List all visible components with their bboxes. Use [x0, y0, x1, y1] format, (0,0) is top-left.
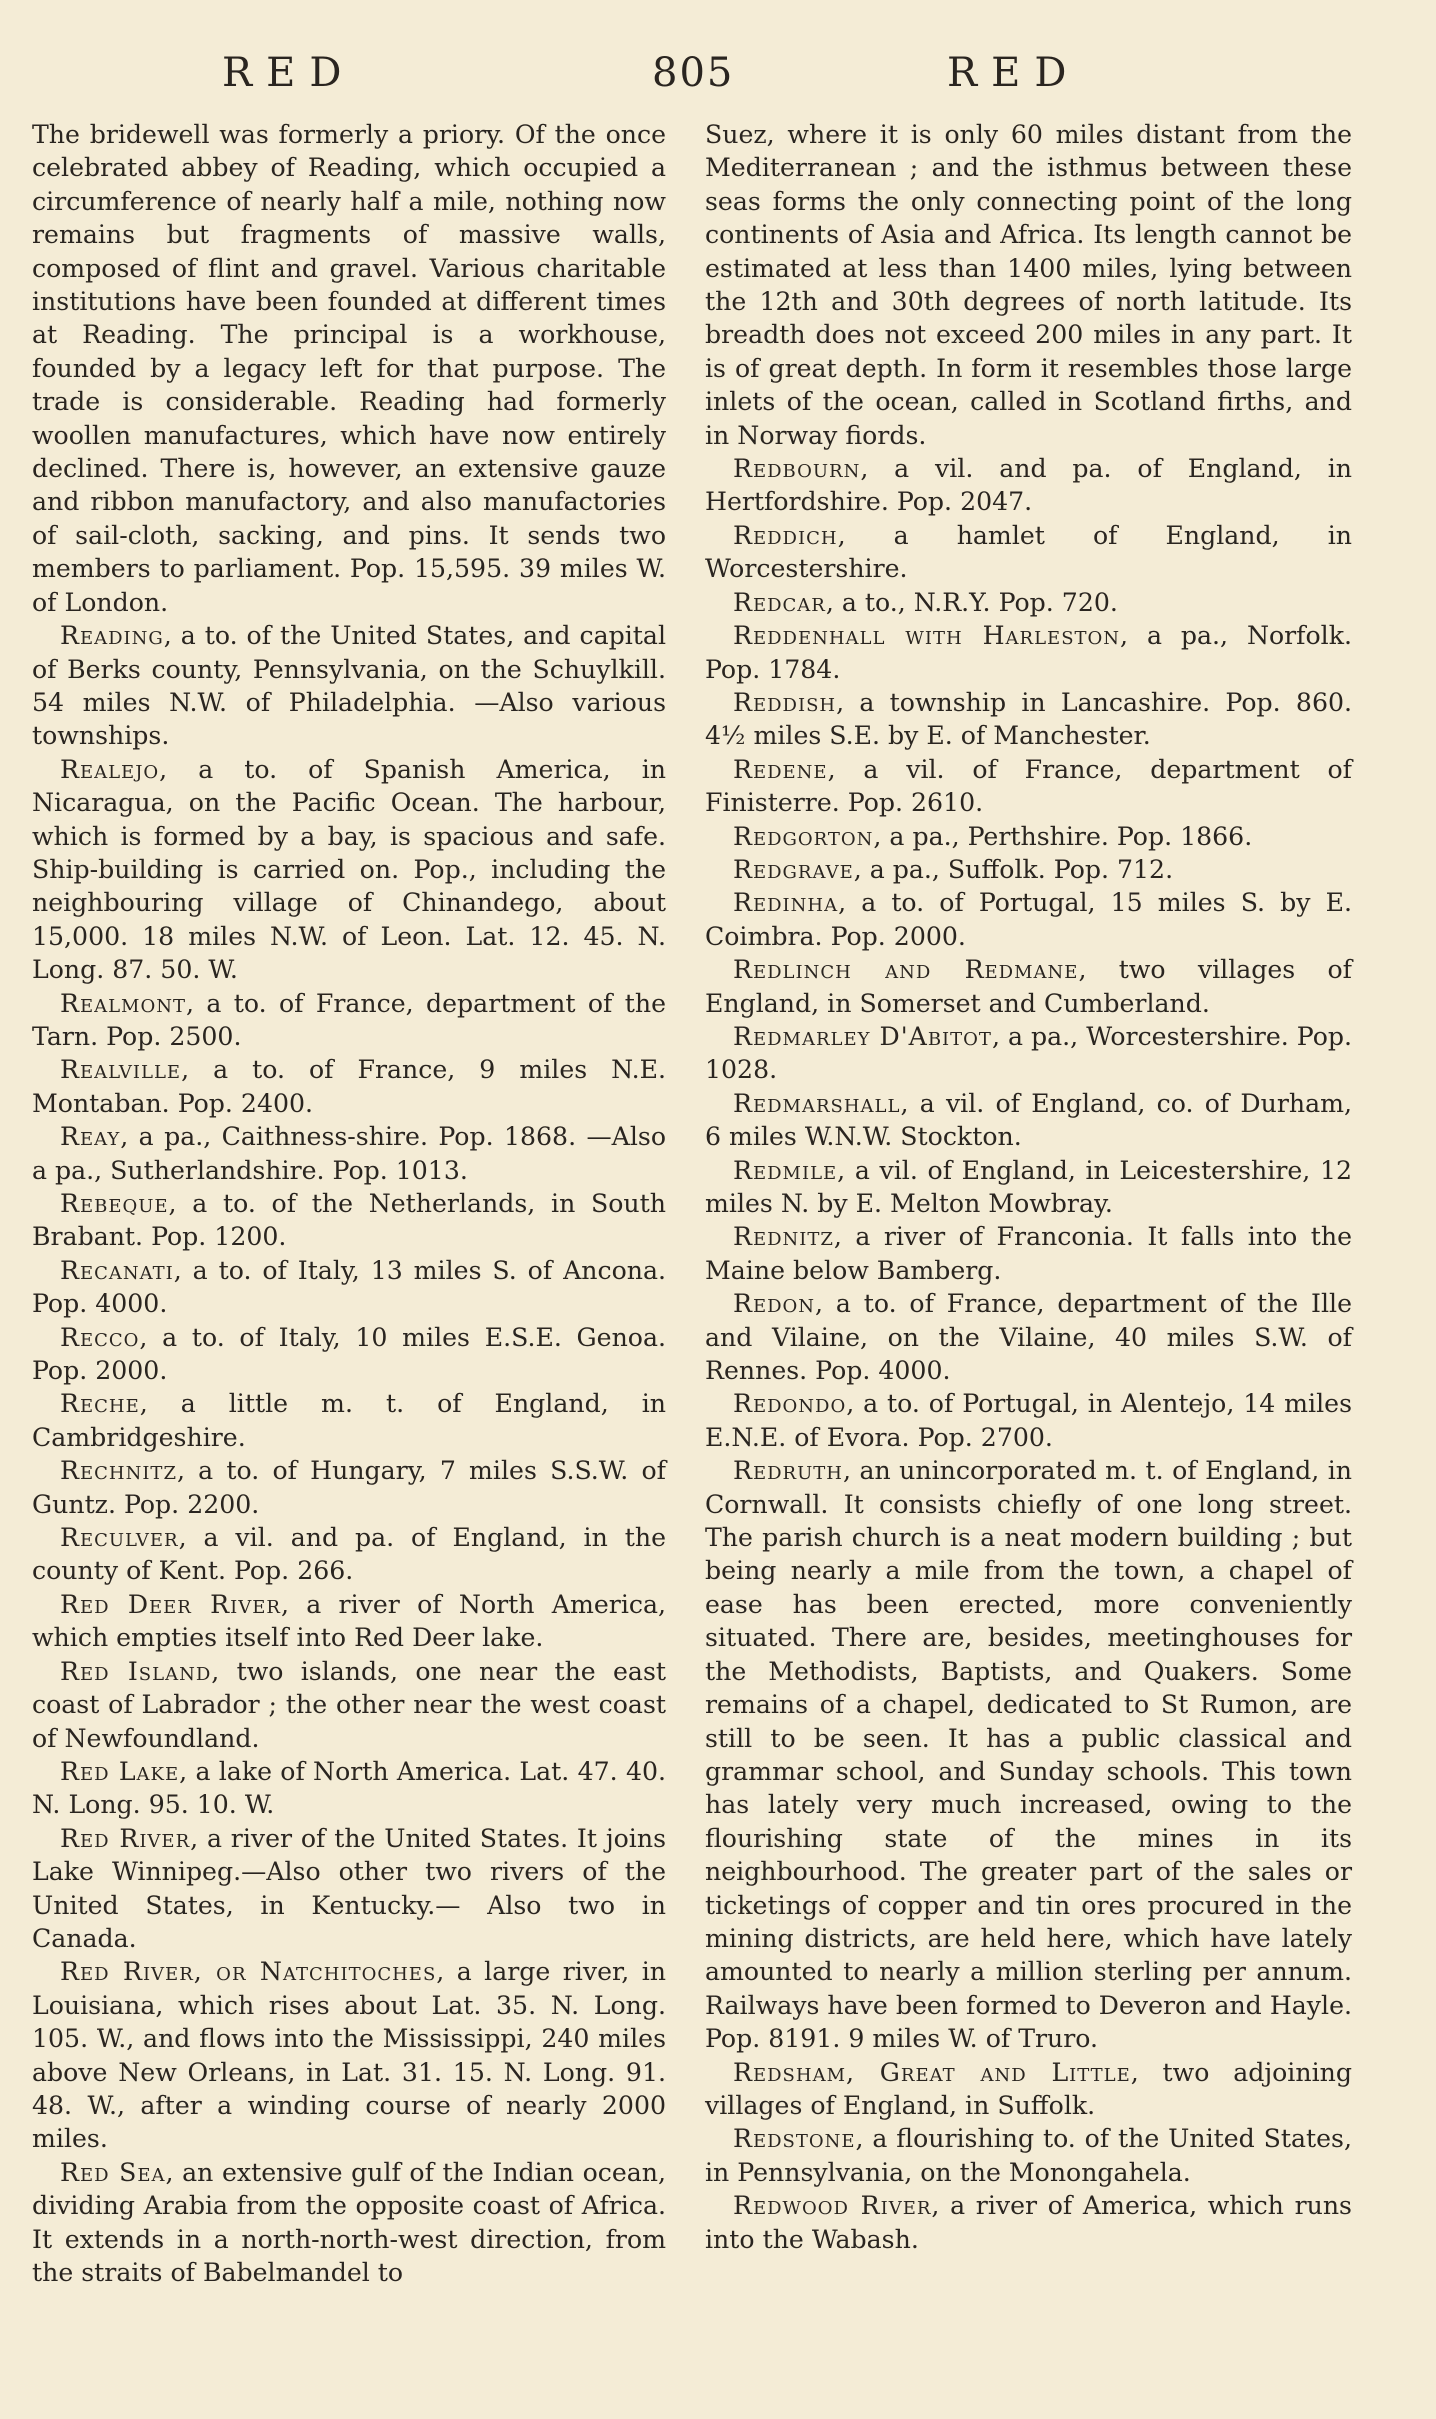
- entry-headword: Redcar: [733, 587, 826, 617]
- entry-headword: Redsham, Great and Little: [733, 2057, 1131, 2087]
- entry-text: , a township in Lancashire. Pop. 860. 4½ miles S.E. by E. of Manchester.: [705, 687, 1352, 751]
- gazetteer-entry: [32, 1120, 666, 1187]
- running-head-right: RED: [947, 50, 1081, 96]
- entry-text: , a lake of North America. Lat. 47. 40. N. Long. 95. 10. W.: [32, 1756, 666, 1820]
- entry-headword: Redwood River: [733, 2191, 932, 2221]
- gazetteer-entry: [705, 452, 1352, 519]
- entry-text: , a hamlet of England, in Worcestershire.: [705, 520, 1352, 584]
- gazetteer-entry: [705, 820, 1352, 853]
- entry-headword: Red Deer River: [60, 1589, 281, 1619]
- gazetteer-entry: [32, 1387, 666, 1454]
- entry-text: , a pa., Suffolk. Pop. 712.: [853, 854, 1174, 884]
- entry-headword: Reche: [60, 1389, 140, 1419]
- gazetteer-entry: [32, 1655, 666, 1755]
- entry-text: , a pa., Perthshire. Pop. 1866.: [873, 821, 1253, 851]
- gazetteer-entry: [705, 1220, 1352, 1287]
- left-column: [32, 118, 666, 2289]
- gazetteer-entry: [705, 2122, 1352, 2189]
- gazetteer-entry: [32, 1254, 666, 1321]
- entry-text: , a to. of the Netherlands, in South Brabant. Pop. 1200.: [32, 1189, 666, 1252]
- gazetteer-entry: [32, 1755, 666, 1822]
- entry-text: , a pa., Caithness-shire. Pop. 1868. —Also a pa., Sutherlandshire. Pop. 1013.: [32, 1122, 666, 1185]
- entry-text: , a vil. and pa. of England, in Hertfordshire. Pop. 2047.: [705, 454, 1352, 517]
- page-number: 805: [652, 50, 735, 96]
- entry-text: , a vil. and pa. of England, in the county of Kent. Pop. 266.: [32, 1523, 666, 1586]
- entry-headword: Redondo: [733, 1389, 847, 1419]
- entry-headword: Reay: [60, 1122, 121, 1152]
- entry-headword: Redene: [733, 754, 828, 784]
- entry-headword: Realejo: [60, 754, 160, 784]
- gazetteer-entry: [32, 1588, 666, 1655]
- gazetteer-entry: [705, 1020, 1352, 1087]
- gazetteer-entry: [32, 1822, 666, 1956]
- entry-headword: Redmarley D'Abitot: [733, 1021, 992, 1051]
- entry-headword: Reddich: [733, 520, 838, 550]
- entry-text: The bridewell was formerly a priory. Of the once celebrated abbey of Reading, which occupied a circumference of nearly half a mile, nothing now remains but fragments of massive walls, composed of flint and gravel. Various charitable institutions have been founded at different times at Reading. The principal is a workhouse, founded by a legacy left for that purpose. The trade is considerable. Reading had formerly woollen manufactures, which have now entirely declined. There is, however, an extensive gauze and ribbon manufactory, and also manufactories of sail-cloth, sacking, and pins. It sends two members to parliament. Pop. 15,595. 39 miles W. of London.: [32, 120, 666, 617]
- entry-headword: Redmarshall: [733, 1088, 901, 1118]
- entry-text: , a to. of Spanish America, in Nicaragua, on the Pacific Ocean. The harbour, which is formed by a bay, is spacious and safe. Ship-building is carried on. Pop., including the neighbouring village of Chinandego, about 15,000. 18 miles N.W. of Leon. Lat. 12. 45. N. Long. 87. 50. W.: [32, 754, 666, 985]
- entry-headword: Realville: [60, 1055, 182, 1085]
- entry-headword: Redbourn: [733, 454, 861, 484]
- entry-headword: Reddish: [733, 687, 837, 717]
- entry-text: , a to. of Hungary, 7 miles S.S.W. of Guntz. Pop. 2200.: [32, 1456, 666, 1519]
- entry-text: , an extensive gulf of the Indian ocean, dividing Arabia from the opposite coast of Africa. It extends in a north-north-west direction, from the straits of Babelmandel to: [32, 2157, 666, 2287]
- gazetteer-entry: [32, 619, 666, 753]
- entry-headword: Reddenhall with Harleston: [733, 621, 1121, 651]
- gazetteer-entry: [705, 853, 1352, 886]
- entry-text: , two villages of England, in Somerset and Cumberland.: [705, 955, 1352, 1018]
- gazetteer-entry: [705, 1454, 1352, 2055]
- gazetteer-entry: [32, 2156, 666, 2290]
- entry-headword: Rebeque: [60, 1189, 169, 1218]
- gazetteer-entry: [705, 1087, 1352, 1154]
- gazetteer-entry: [705, 686, 1352, 753]
- gazetteer-entry: [705, 953, 1352, 1020]
- entry-headword: Red Lake: [60, 1756, 180, 1786]
- entry-text: , a to. of Italy, 13 miles S. of Ancona. Pop. 4000.: [32, 1255, 666, 1319]
- continued-entry: [705, 118, 1352, 452]
- entry-headword: Reculver: [60, 1523, 179, 1553]
- gazetteer-entry: [705, 2189, 1352, 2256]
- gazetteer-entry: [705, 2056, 1352, 2123]
- gazetteer-entry: [32, 1187, 666, 1254]
- entry-text: , a to. of Portugal, 15 miles S. by E. Coimbra. Pop. 2000.: [705, 888, 1352, 951]
- entry-headword: Redgrave: [733, 854, 854, 884]
- entry-text: , a large river, in Louisiana, which rises about Lat. 35. N. Long. 105. W., and flows into the Mississippi, 240 miles above New Orleans, in Lat. 31. 15. N. Long. 91. 48. W., after a winding course of nearly 2000 miles.: [32, 1957, 666, 2154]
- entry-text: , a vil. of France, department of Finisterre. Pop. 2610.: [705, 754, 1352, 818]
- entry-text: , a to. of Portugal, in Alentejo, 14 miles E.N.E. of Evora. Pop. 2700.: [705, 1389, 1352, 1452]
- entry-headword: Redstone: [733, 2124, 856, 2154]
- gazetteer-entry: [32, 753, 666, 987]
- entry-text: , a to., N.R.Y. Pop. 720.: [825, 587, 1118, 617]
- gazetteer-entry: [32, 1053, 666, 1120]
- entry-headword: Rechnitz: [60, 1456, 177, 1486]
- entry-headword: Redlinch and Redmane: [733, 955, 1079, 985]
- entry-text: , a river of America, which runs into the Wabash.: [705, 2191, 1352, 2254]
- running-head: [0, 50, 1436, 110]
- entry-headword: Recanati: [60, 1255, 174, 1285]
- entry-text: , a pa., Worcestershire. Pop. 1028.: [705, 1021, 1352, 1085]
- entry-text: , a vil. of England, in Leicestershire, 12 miles N. by E. Melton Mowbray.: [705, 1155, 1352, 1218]
- entry-text: , two adjoining villages of England, in Suffolk.: [705, 2057, 1352, 2120]
- entry-text: , a flourishing to. of the United States, in Pennsylvania, on the Monongahela.: [705, 2124, 1352, 2187]
- entry-text: , a to. of the United States, and capital of Berks county, Pennsylvania, on the Schuylkill. 54 miles N.W. of Philadelphia. —Also various townships.: [32, 621, 666, 751]
- entry-text: , a to. of Italy, 10 miles E.S.E. Genoa. Pop. 2000.: [32, 1322, 666, 1386]
- gazetteer-entry: [705, 619, 1352, 686]
- gazetteer-entry: [705, 886, 1352, 953]
- entry-headword: Redinha: [733, 888, 839, 918]
- entry-text: Suez, where it is only 60 miles distant from the Mediterranean ; and the isthmus between these seas forms the only connecting point of the long continents of Asia and Africa. Its length cannot be estimated at less than 1400 miles, lying between the 12th and 30th degrees of north latitude. Its breadth does not exceed 200 miles in any part. It is of great depth. In form it resembles those large inlets of the ocean, called in Scotland firths, and in Norway fiords.: [705, 120, 1352, 450]
- entry-headword: Redruth: [733, 1456, 843, 1486]
- entry-text: , a to. of France, department of the Tarn. Pop. 2500.: [32, 988, 666, 1051]
- entry-headword: Redon: [733, 1289, 816, 1319]
- continued-entry: [32, 118, 666, 619]
- gazetteer-entry: [705, 519, 1352, 586]
- entry-headword: Red River: [60, 1823, 191, 1853]
- entry-headword: Recco: [60, 1322, 140, 1352]
- gazetteer-entry: [32, 1454, 666, 1521]
- entry-headword: Rednitz: [733, 1222, 834, 1252]
- gazetteer-entry: [32, 1955, 666, 2155]
- gazetteer-entry: [32, 1521, 666, 1588]
- entry-text: , a pa., Norfolk. Pop. 1784.: [705, 621, 1352, 684]
- entry-headword: Reading: [60, 621, 164, 651]
- entry-text: , a river of the United States. It joins Lake Winnipeg.—Also other two rivers of the United States, in Kentucky.— Also two in Canada.: [32, 1823, 666, 1953]
- right-column: [705, 118, 1352, 2256]
- entry-text: , a river of North America, which empties itself into Red Deer lake.: [32, 1589, 667, 1653]
- entry-text: , two islands, one near the east coast of Labrador ; the other near the west coast of Newfoundland.: [32, 1656, 666, 1753]
- gazetteer-entry: [705, 586, 1352, 619]
- gazetteer-entry: [32, 987, 666, 1054]
- gazetteer-entry: [705, 1387, 1352, 1454]
- entry-text: , a little m. t. of England, in Cambridgeshire.: [32, 1389, 666, 1452]
- gazetteer-entry: [705, 1154, 1352, 1221]
- gazetteer-entry: [32, 1321, 666, 1388]
- entry-text: , a to. of France, department of the Ille and Vilaine, on the Vilaine, 40 miles S.W. of Rennes. Pop. 4000.: [705, 1289, 1352, 1386]
- entry-headword: Realmont: [60, 988, 186, 1018]
- entry-text: , a river of Franconia. It falls into the Maine below Bamberg.: [705, 1222, 1352, 1285]
- gazetteer-entry: [705, 1287, 1352, 1387]
- entry-text: , an unincorporated m. t. of England, in Cornwall. It consists chiefly of one long street. The parish church is a neat modern building ; but being nearly a mile from the town, a chapel of ease has been erected, more conveniently situated. There are, besides, meetinghouses for the Methodists, Baptists, and Quakers. Some remains of a chapel, dedicated to St Rumon, are still to be seen. It has a public classical and grammar school, and Sunday schools. This town has lately very much increased, owing to the flourishing state of the mines in its neighbourhood. The greater part of the sales or ticketings of copper and tin ores procured in the mining districts, are held here, which have lately amounted to nearly a million sterling per annum. Railways have been formed to Deveron and Hayle. Pop. 8191. 9 miles W. of Truro.: [705, 1456, 1352, 2054]
- entry-text: , a to. of France, 9 miles N.E. Montaban. Pop. 2400.: [32, 1055, 666, 1118]
- gazetteer-entry: [705, 753, 1352, 820]
- running-head-left: RED: [222, 50, 356, 96]
- entry-headword: Red Island: [60, 1656, 212, 1686]
- entry-text: , a vil. of England, co. of Durham, 6 miles W.N.W. Stockton.: [705, 1088, 1352, 1152]
- entry-headword: Red River, or Natchitoches: [60, 1957, 437, 1987]
- entry-headword: Redgorton: [733, 821, 874, 851]
- entry-headword: Red Sea: [60, 2157, 166, 2187]
- entry-headword: Redmile: [733, 1155, 838, 1185]
